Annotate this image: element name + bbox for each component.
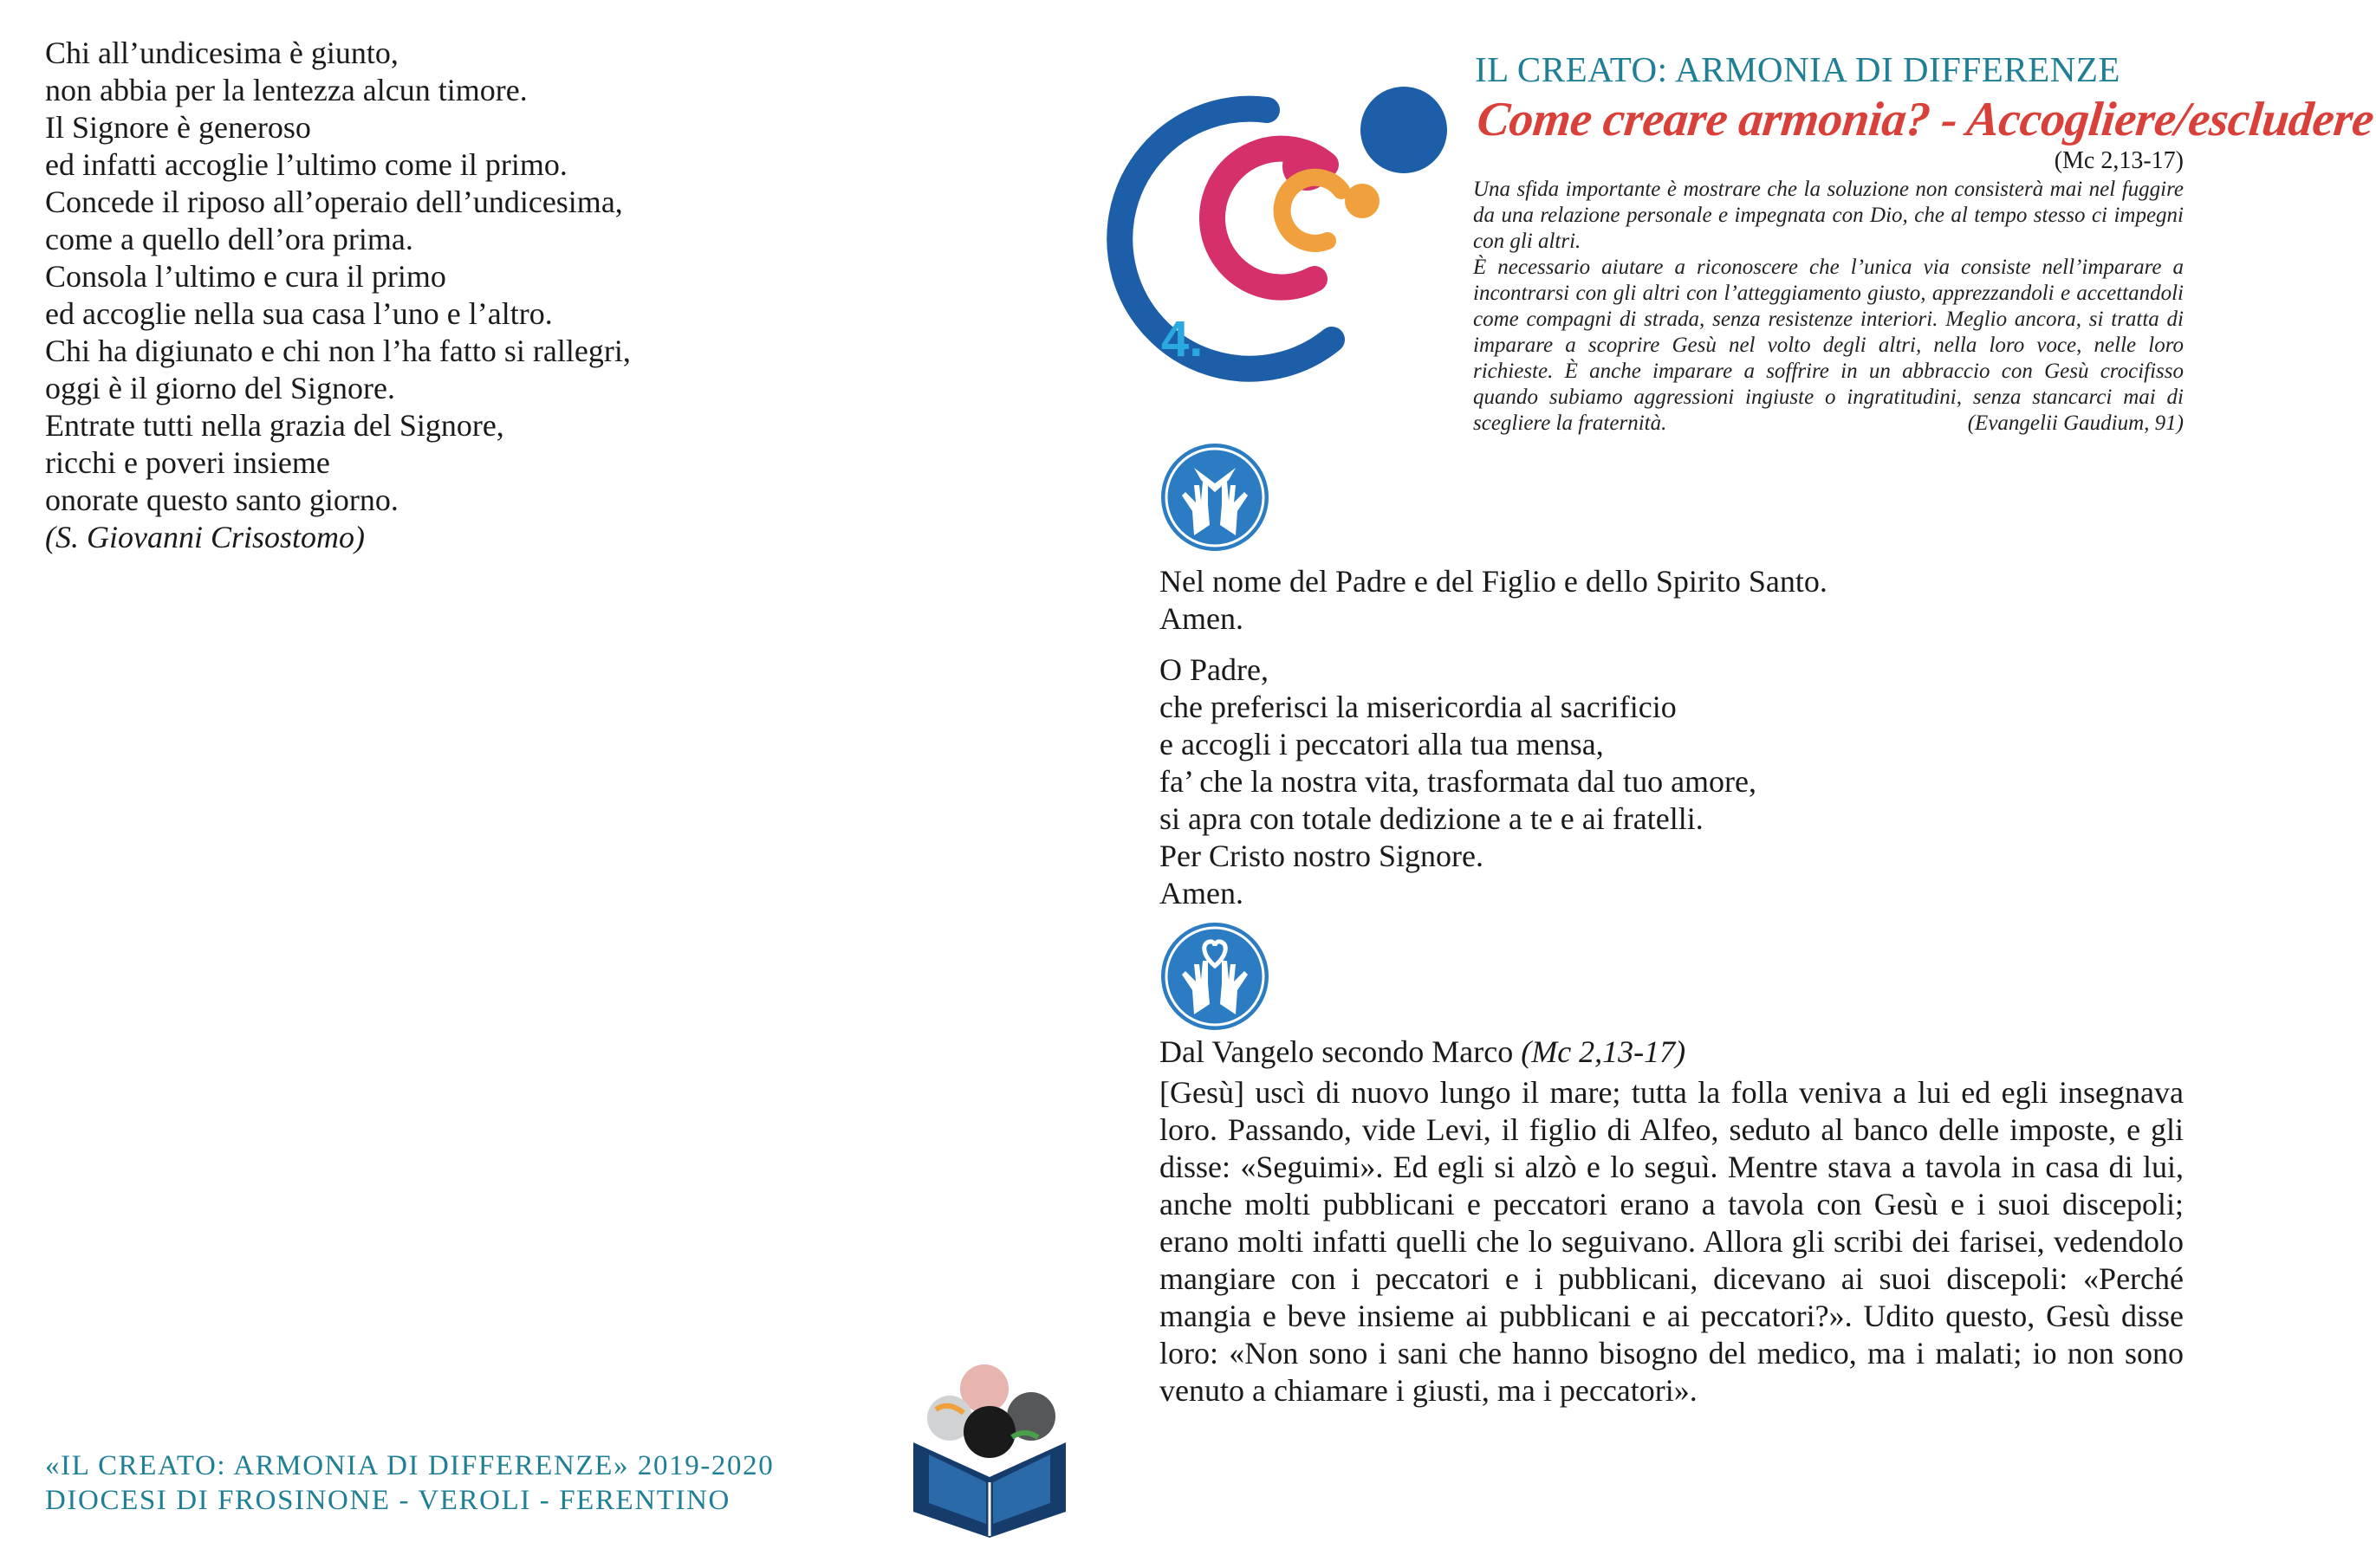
prayer-line: O Padre, — [1159, 652, 1269, 687]
gospel-heading-text: Dal Vangelo secondo Marco — [1159, 1034, 1514, 1069]
open-book-people-logo — [910, 1364, 1074, 1538]
poem-line: Entrate tutti nella grazia del Signore, — [45, 408, 504, 443]
page-subtitle: Come creare armonia? - Accogliere/escludere — [1474, 93, 2376, 146]
quote-paragraph: È necessario aiutare a riconoscere che l’unica via consiste nell’imparare a incontrarsi con gli altri con l’atteggiamento giusto, apprezzandoli e accettandoli come compagni di strada, senza resistenze interiori. Meglio ancora, si tratta di imparare a scoprire Gesù nel volto degli altri, nella loro voce, nelle loro richieste. È anche imparare a soffrire in un abbraccio con Gesù crocifisso quando subiamo aggressioni ingiuste o ingratitudini, senza stancarci mai di scegliere la fraternità. — [1473, 256, 2184, 435]
prayer-line: si apra con totale dedizione a te e ai fratelli. — [1159, 801, 1704, 836]
gospel-heading — [1159, 1033, 2191, 1071]
subtitle-reference: (Mc 2,13-17) — [2054, 147, 2184, 174]
prayer-line: fa’ che la nostra vita, trasformata dal tuo amore, — [1159, 764, 1757, 799]
page-title: IL CREATO: ARMONIA DI DIFFERENZE — [1475, 49, 2120, 89]
poem-line: onorate questo santo giorno. — [45, 483, 399, 517]
poem-line: ricchi e poveri insieme — [45, 445, 330, 480]
prayer — [1159, 563, 2191, 912]
quote-source: (Evangelii Gaudium, 91) — [1967, 411, 2184, 435]
poem-line: Chi all’undicesima è giunto, — [45, 36, 399, 70]
three-figures-embrace-logo — [1172, 71, 1475, 348]
prayer-line: che preferisci la misericordia al sacrificio — [1159, 690, 1677, 724]
poem — [45, 35, 790, 556]
poem-line: come a quello dell’ora prima. — [45, 222, 413, 256]
poem-line: oggi è il giorno del Signore. — [45, 371, 395, 405]
footer-diocese: DIOCESI DI FROSINONE - VEROLI - FERENTINO — [45, 1485, 730, 1516]
footer — [45, 1448, 912, 1518]
hands-heart-icon — [1159, 921, 1270, 1032]
gospel-text: [Gesù] uscì di nuovo lungo il mare; tutta la folla veniva a lui ed egli insegnava loro. Passando, vide Levi, il figlio di Alfeo, seduto al banco delle imposte, e gli disse: «Seguimi». Ed egli si alzò e lo seguì. Mentre stava a tavola in casa di lui, anche molti pubblicani e peccatori erano a tavola con Gesù e i suoi discepoli; erano molti infatti quelli che lo seguivano. Allora gli scribi dei farisei, vedendolo mangiare con i peccatori e i pubblicani, dicevano ai suoi discepoli: «Perché mangia e beve insieme ai pubblicani e ai peccatori?». Udito questo, Gesù disse loro: «Non sono i sani che hanno bisogno del medico, ma i malati; io non sono venuto a chiamare i giusti, ma i peccatori». — [1159, 1075, 2184, 1408]
prayer-line: Per Cristo nostro Signore. — [1159, 839, 1483, 873]
prayer-invocation: Nel nome del Padre e del Figlio e dello Spirito Santo. — [1159, 564, 1827, 599]
poem-line: Chi ha digiunato e chi non l’ha fatto si rallegri, — [45, 334, 631, 368]
quote-paragraph: Una sfida importante è mostrare che la soluzione non consisterà mai nel fuggire da una relazione personale e impegnata con Dio, che al tempo stesso ci impegni con gli altri. — [1473, 178, 2184, 253]
poem-line: Consola l’ultimo e cura il primo — [45, 259, 446, 294]
poem-line: ed accoglie nella sua casa l’uno e l’altro. — [45, 296, 553, 331]
poem-attribution: (S. Giovanni Crisostomo) — [45, 520, 365, 554]
prayer-line: Amen. — [1159, 876, 1243, 910]
prayer-amen: Amen. — [1159, 601, 1243, 636]
footer-title: «IL CREATO: ARMONIA DI DIFFERENZE» 2019-2020 — [45, 1450, 775, 1481]
gospel-heading-ref: (Mc 2,13-17) — [1521, 1034, 1686, 1069]
raised-hands-spirit-icon — [1159, 442, 1270, 553]
poem-line: ed infatti accoglie l’ultimo come il primo. — [45, 147, 568, 182]
poem-line: Concede il riposo all’operaio dell’undicesima, — [45, 185, 623, 219]
section-number: 4. — [1161, 311, 1204, 367]
prayer-line: e accogli i peccatori alla tua mensa, — [1159, 727, 1604, 761]
poem-line: non abbia per la lentezza alcun timore. — [45, 73, 528, 107]
quote-block — [1473, 177, 2184, 437]
poem-line: Il Signore è generoso — [45, 110, 311, 145]
